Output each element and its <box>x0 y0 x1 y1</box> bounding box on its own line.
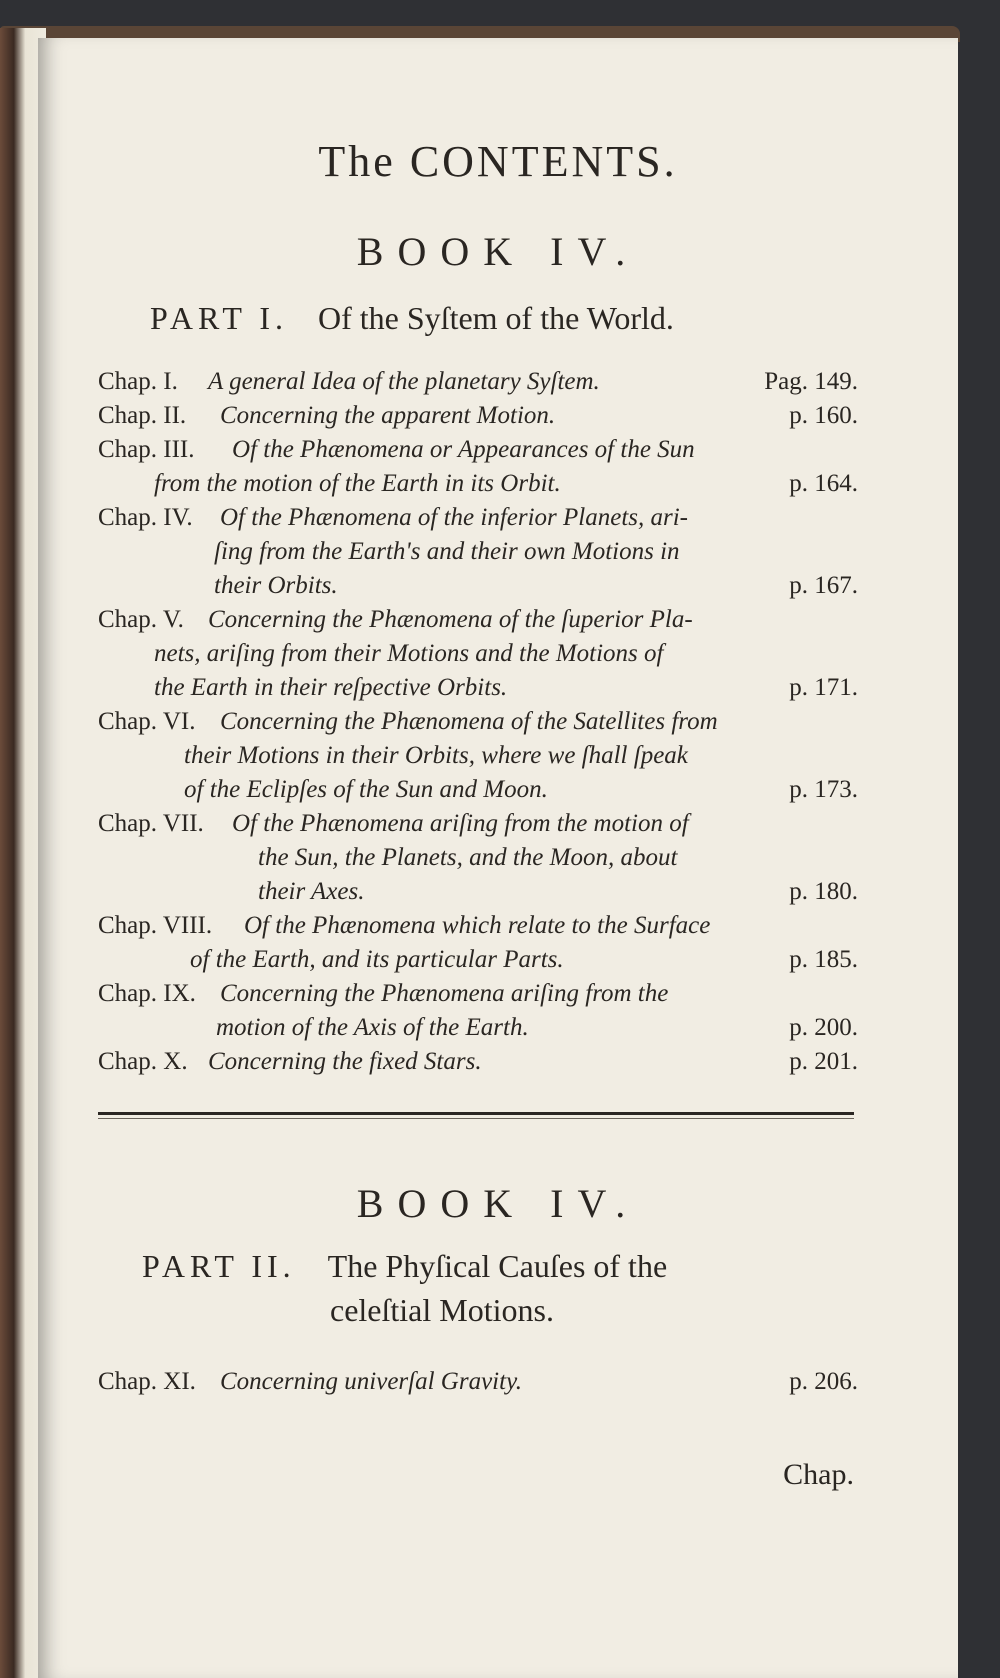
chapter-number: Chap. IV. <box>98 504 193 531</box>
book-page <box>38 38 958 1678</box>
toc-line <box>98 742 858 776</box>
chapter-title: their Motions in their Orbits, where we ſhall ſpeak <box>184 742 688 769</box>
chapter-number: Chap. VII. <box>98 810 204 837</box>
part-label: PART I. <box>150 300 289 336</box>
toc-line <box>98 470 858 504</box>
chapter-title: nets, ariſing from their Motions and the Motions of <box>154 640 664 667</box>
chapter-number: Chap. IX. <box>98 980 196 1007</box>
toc-line <box>98 844 858 878</box>
chapter-title: Of the Phænomena ariſing from the motion of <box>232 810 689 837</box>
toc-line <box>98 1014 858 1048</box>
contents-list-part-2 <box>98 1368 858 1402</box>
chapter-title: Concerning the fixed Stars. <box>208 1048 482 1075</box>
part-heading <box>150 300 674 337</box>
chapter-title: Concerning the Phænomena ariſing from the <box>220 980 669 1007</box>
chapter-number: Chap. XI. <box>98 1368 196 1395</box>
toc-line <box>98 946 858 980</box>
chapter-title: the Sun, the Planets, and the Moon, about <box>258 844 678 871</box>
part-title: Of the Syſtem of the World. <box>318 300 674 336</box>
toc-line <box>98 640 858 674</box>
chapter-title: Concerning the Phænomena of the Satellites from <box>220 708 718 735</box>
part-title-2-line-2: celeſtial Motions. <box>330 1292 554 1328</box>
chapter-title: from the motion of the Earth in its Orbit. <box>154 470 561 497</box>
book-heading: BOOK IV. <box>356 229 640 274</box>
chapter-number: Chap. I. <box>98 368 178 395</box>
book-heading-2: BOOK IV. <box>356 1181 640 1226</box>
chapter-title: the Earth in their reſpective Orbits. <box>154 674 508 701</box>
part-title-2-line-1: The Phyſical Cauſes of the <box>327 1248 668 1284</box>
page-reference: p. 180. <box>789 878 858 905</box>
chapter-title: of the Eclipſes of the Sun and Moon. <box>184 776 548 803</box>
chapter-title: their Axes. <box>258 878 365 905</box>
chapter-title: Of the Phænomena which relate to the Surface <box>244 912 711 939</box>
toc-line <box>98 402 858 436</box>
divider-rule-thin <box>98 1118 854 1119</box>
page-reference: p. 160. <box>789 402 858 429</box>
page-reference: p. 164. <box>789 470 858 497</box>
toc-line <box>98 878 858 912</box>
divider-rule <box>98 1112 854 1115</box>
chapter-title: Of the Phænomena of the inferior Planets, ari- <box>220 504 689 531</box>
toc-line <box>98 708 858 742</box>
chapter-title: Concerning the apparent Motion. <box>220 402 556 429</box>
toc-line <box>98 776 858 810</box>
page-reference: Pag. 149. <box>764 368 858 395</box>
toc-line <box>98 572 858 606</box>
toc-line <box>98 980 858 1014</box>
toc-line <box>98 368 858 402</box>
page-reference: p. 201. <box>789 1048 858 1075</box>
toc-line <box>98 504 858 538</box>
chapter-number: Chap. V. <box>98 606 184 633</box>
toc-line <box>98 674 858 708</box>
page-reference: p. 185. <box>789 946 858 973</box>
toc-line <box>98 912 858 946</box>
chapter-number: Chap. II. <box>98 402 187 429</box>
chapter-title: Concerning the Phænomena of the ſuperior Pla- <box>208 606 693 633</box>
chapter-number: Chap. III. <box>98 436 195 463</box>
chapter-title: Concerning univerſal Gravity. <box>220 1368 523 1395</box>
chapter-title: their Orbits. <box>214 572 338 599</box>
chapter-number: Chap. VIII. <box>98 912 213 939</box>
toc-line <box>98 1368 858 1402</box>
part-label-2: PART II. <box>142 1248 296 1284</box>
page-title: The CONTENTS. <box>318 137 678 186</box>
page-reference: p. 206. <box>789 1368 858 1395</box>
chapter-title: A general Idea of the planetary Syſtem. <box>208 368 600 395</box>
part-heading-2 <box>142 1248 667 1285</box>
page-reference: p. 173. <box>789 776 858 803</box>
toc-line <box>98 606 858 640</box>
page-reference: p. 200. <box>789 1014 858 1041</box>
chapter-title: Of the Phænomena or Appearances of the Sun <box>232 436 695 463</box>
toc-line <box>98 810 858 844</box>
toc-line <box>98 1048 858 1082</box>
contents-list-part-1 <box>98 368 858 1082</box>
page-reference: p. 167. <box>789 572 858 599</box>
chapter-title: ſing from the Earth's and their own Motions in <box>214 538 680 565</box>
toc-line <box>98 436 858 470</box>
toc-line <box>98 538 858 572</box>
page-reference: p. 171. <box>789 674 858 701</box>
chapter-title: motion of the Axis of the Earth. <box>216 1014 529 1041</box>
chapter-number: Chap. VI. <box>98 708 196 735</box>
chapter-title: of the Earth, and its particular Parts. <box>190 946 564 973</box>
chapter-number: Chap. X. <box>98 1048 188 1075</box>
catchword: Chap. <box>783 1458 854 1491</box>
